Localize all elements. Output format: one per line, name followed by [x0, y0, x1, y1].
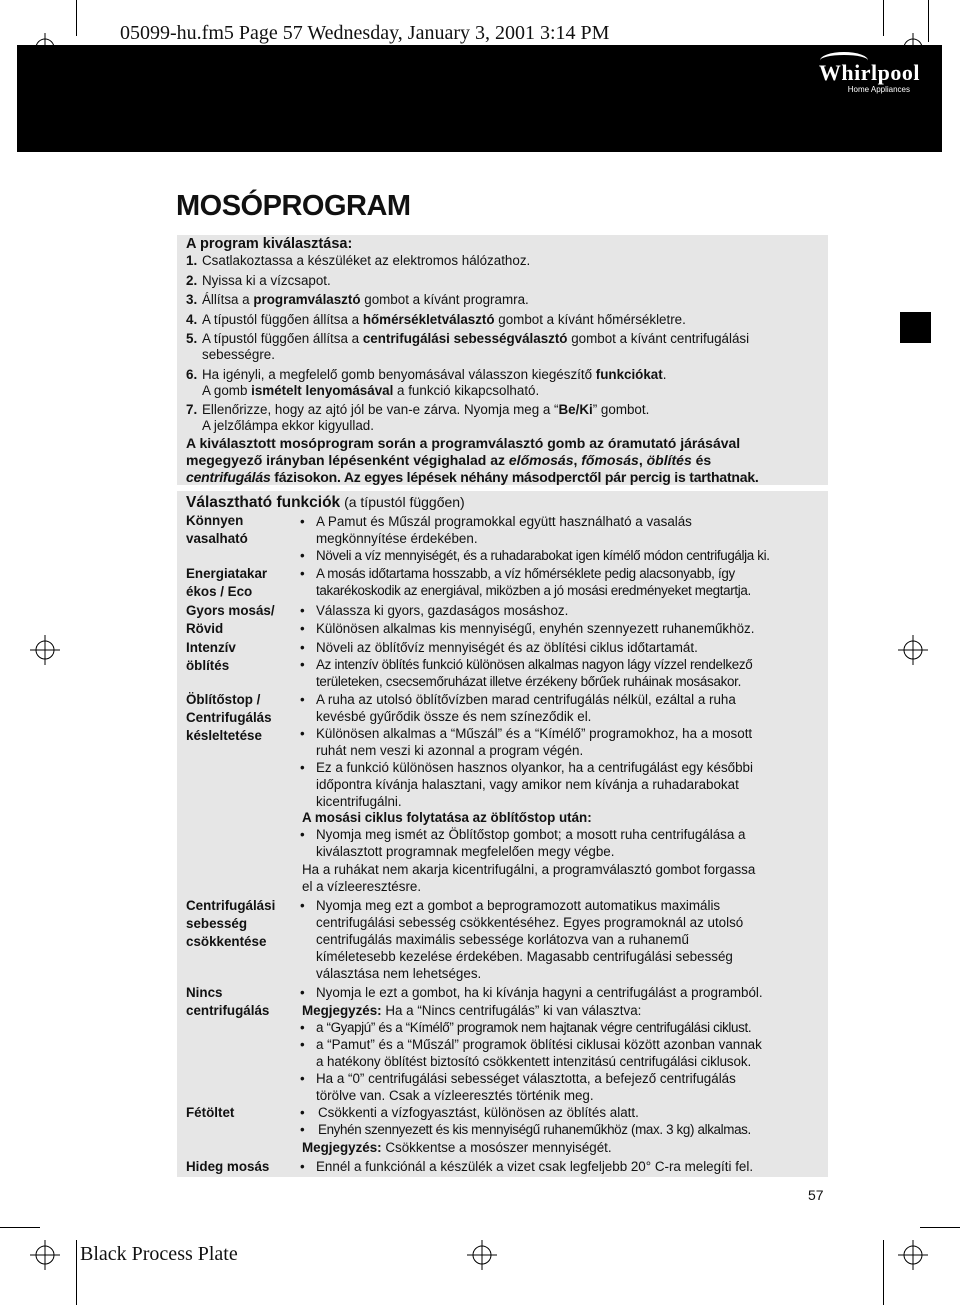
list-item-text: kevésbé gyűrődik össze és nem színeződik el. — [316, 709, 592, 724]
function-label-easy-iron: Könnyen vasalható — [186, 513, 248, 546]
note-text: Megjegyzés: Csökkentse a mosószer mennyiségét. — [302, 1140, 612, 1155]
paragraph-text: el a vízleeresztésre. — [302, 879, 422, 894]
list-item-text: Különösen alkalmas a “Műszál” és a “Kímélő” programokhoz, ha a mosott — [316, 726, 753, 741]
list-item-text: centrifugálási sebesség csökkentéséhez. Egyes programoknál az utolsó — [316, 915, 744, 930]
list-item-text: időpontra kívánja halasztani, vagy amikor nem kívánja a ruhadarabokat — [316, 777, 739, 792]
crop-mark — [883, 1240, 884, 1305]
crop-mark — [920, 1227, 960, 1228]
list-item-text: A mosás időtartama hosszabb, a víz hőmérséklete pedig alacsonyabb, így — [316, 566, 735, 581]
list-item-text: Enyhén szennyezett és kis mennyiségű ruhaneműkhöz (max. 3 kg) alkalmas. — [318, 1122, 751, 1137]
step-4: 4. A típustól függően állítsa a hőmérsékletválasztó gombot a kívánt hőmérsékletre. — [186, 312, 686, 327]
list-item-text: Növeli a víz mennyiségét, és a ruhadarabokat igen kímélő módon centrifugálja ki. — [316, 548, 770, 563]
function-label-half-load: Fétöltet — [186, 1105, 235, 1120]
list-item-text: választása nem lehetséges. — [316, 966, 482, 981]
list-item-text: Ez a funkció különösen hasznos olyankor, ha a centrifugálást egy későbbi — [316, 760, 753, 775]
crop-mark — [76, 1240, 77, 1305]
registration-mark-icon — [898, 635, 928, 665]
list-item: • — [300, 657, 305, 672]
list-item: • — [300, 514, 305, 529]
crop-mark — [883, 0, 884, 36]
step-1: 1. Csatlakoztassa a készüléket az elektromos hálózathoz. — [186, 253, 531, 268]
list-item-text: Válassza ki gyors, gazdaságos mosáshoz. — [316, 603, 569, 618]
brand-subtitle: Home Appliances — [847, 85, 910, 94]
registration-mark-icon — [467, 1240, 497, 1270]
step-3: 3. Állítsa a programválasztó gombot a kívánt programra. — [186, 292, 529, 307]
summary-line-3: centrifugálás fázisokon. Az egyes lépések néhány másodperctől pár percig is tarthatnak. — [186, 469, 759, 485]
registration-mark-icon — [30, 635, 60, 665]
list-item-text: Ha a “0” centrifugálási sebességet választotta, a befejező centrifugálás — [316, 1071, 736, 1086]
page-title: MOSÓPROGRAM — [176, 190, 411, 222]
subheading-resume: A mosási ciklus folytatása az öblítőstop után: — [302, 810, 592, 825]
function-label-eco: Energiatakar ékos / Eco — [186, 566, 268, 599]
crop-mark — [0, 1227, 40, 1228]
registration-mark-icon — [30, 1240, 60, 1270]
list-item-text: Különösen alkalmas kis mennyiségű, enyhén szennyezett ruhaneműkhöz. — [316, 621, 755, 636]
function-label-intensive-rinse: Intenzív öblítés — [186, 640, 236, 673]
step-6-cont: A gomb ismételt lenyomásával a funkció kikapcsolható. — [202, 383, 540, 398]
list-item-text: A Pamut és Műszál programokkal együtt használható a vasalás — [316, 514, 692, 529]
function-label-spin-reduction: Centrifugálási sebesség csökkentése — [186, 898, 276, 949]
list-item: • — [300, 1071, 305, 1086]
list-item: • — [300, 760, 305, 775]
list-item: • — [300, 1159, 305, 1174]
list-item-text: Nyomja meg ezt a gombot a beprogramozott automatikus maximális — [316, 898, 721, 913]
list-item: • — [300, 640, 305, 655]
list-item-text: centrifugálás maximális sebessége korlátozva van a ruhanemű — [316, 932, 689, 947]
list-item-text: megkönnyítése érdekében. — [316, 531, 478, 546]
list-item-text: területeken, csecsemőruházat illetve érzékeny bőrűek ruháinak mosásakor. — [316, 674, 741, 689]
crop-mark — [76, 0, 77, 36]
list-item-text: Ennél a funkciónál a készülék a vizet csak legfeljebb 20° C-ra melegíti fel. — [316, 1159, 754, 1174]
list-item-text: Növeli az öblítővíz mennyiségét és az öblítési ciklus időtartamát. — [316, 640, 698, 655]
paragraph-text: Ha a ruhákat nem akarja kicentrifugálni, a programválasztó gombot forgassa — [302, 862, 756, 877]
list-item-text: kiválasztott programnak megfelelően megy végbe. — [316, 844, 615, 859]
note-text: Megjegyzés: Ha a “Nincs centrifugálás” ki van választva: — [302, 1003, 642, 1018]
list-item-text: a “Gyapjú” és a “Kímélő” programok nem hajtanak végre centrifugálási ciklust. — [316, 1020, 752, 1035]
summary-line-1: A kiválasztott mosóprogram során a programválasztó gomb az óramutató járásával — [186, 435, 741, 451]
step-6: 6. Ha igényli, a megfelelő gomb benyomásával válasszon kiegészítő funkciókat. — [186, 367, 667, 382]
list-item: • — [300, 1037, 305, 1052]
list-item-text: Nyomja le ezt a gombot, ha ki kívánja hagyni a centrifugálást a programból. — [316, 985, 763, 1000]
list-item-text: A ruha az utolsó öblítővízben marad centrifugálás nélkül, ezáltal a ruha — [316, 692, 736, 707]
function-label-rinse-hold: Öblítőstop / Centrifugálás késleltetése — [186, 692, 272, 743]
list-item-text: Az intenzív öblítés funkció különösen alkalmas nagyon lágy vízzel rendelkező — [316, 657, 753, 672]
list-item-text: takarékoskodik az energiával, miközben a jó mosási eredményeket megtartja. — [316, 583, 751, 598]
list-item: • — [300, 1122, 305, 1137]
plate-label: Black Process Plate — [80, 1243, 238, 1265]
step-2: 2. Nyissa ki a vízcsapot. — [186, 273, 331, 288]
list-item: • — [300, 985, 305, 1000]
list-item: • — [300, 548, 305, 563]
list-item: • — [300, 603, 305, 618]
list-item: • — [300, 566, 305, 581]
list-item: • — [300, 898, 305, 913]
list-item-text: törölve van. Csak a vízleeresztés történik meg. — [316, 1088, 594, 1103]
list-item-text: Csökkenti a vízfogyasztást, különösen az öblítés alatt. — [318, 1105, 639, 1120]
list-item: • — [300, 726, 305, 741]
thumb-tab — [900, 312, 931, 343]
step-5-cont: sebességre. — [202, 347, 275, 362]
program-heading: A program kiválasztása: — [186, 236, 353, 252]
list-item: • — [300, 1105, 305, 1120]
summary-line-2: megegyező irányban lépésenként végighalad az előmosás, főmosás, öblítés és — [186, 452, 712, 468]
function-label-no-spin: Nincs centrifugálás — [186, 985, 270, 1018]
list-item-text: Nyomja meg ismét az Öblítőstop gombot; a mosott ruha centrifugálása a — [316, 827, 746, 842]
list-item-text: a hatékony öblítést biztosító csökkentett intenzitású centrifugálási ciklusok. — [316, 1054, 752, 1069]
file-info-line: 05099-hu.fm5 Page 57 Wednesday, January 3, 2001 3:14 PM — [120, 22, 610, 44]
list-item-text: kicentrifugálni. — [316, 794, 402, 809]
list-item: • — [300, 692, 305, 707]
function-label-cold-wash: Hideg mosás — [186, 1159, 270, 1174]
brand-logo: Whirlpool — [818, 60, 920, 85]
functions-heading: Választható funkciók (a típustól függően) — [186, 494, 465, 511]
crop-mark — [928, 0, 929, 42]
step-7-cont: A jelzőlámpa ekkor kigyullad. — [202, 418, 374, 433]
page-number: 57 — [808, 1187, 824, 1203]
function-label-quick-wash: Gyors mosás/ Rövid — [186, 603, 275, 636]
registration-mark-icon — [898, 1240, 928, 1270]
list-item-text: ruhát nem veszi ki azonnal a program végén. — [316, 743, 584, 758]
list-item-text: a “Pamut” és a “Műszál” programok öblítési ciklusai között azonban vannak — [316, 1037, 762, 1052]
step-7: 7. Ellenőrizze, hogy az ajtó jól be van-e zárva. Nyomja meg a “Be/Ki” gombot. — [186, 402, 650, 417]
list-item: • — [300, 1020, 305, 1035]
step-5: 5. A típustól függően állítsa a centrifugálási sebességválasztó gombot a kívánt centrifugálási — [186, 331, 750, 346]
list-item: • — [300, 827, 305, 842]
list-item: • — [300, 621, 305, 636]
header-banner — [17, 45, 942, 152]
list-item-text: kíméletesebb kezelése érdekében. Magasabb centrifugálási sebesség — [316, 949, 733, 964]
